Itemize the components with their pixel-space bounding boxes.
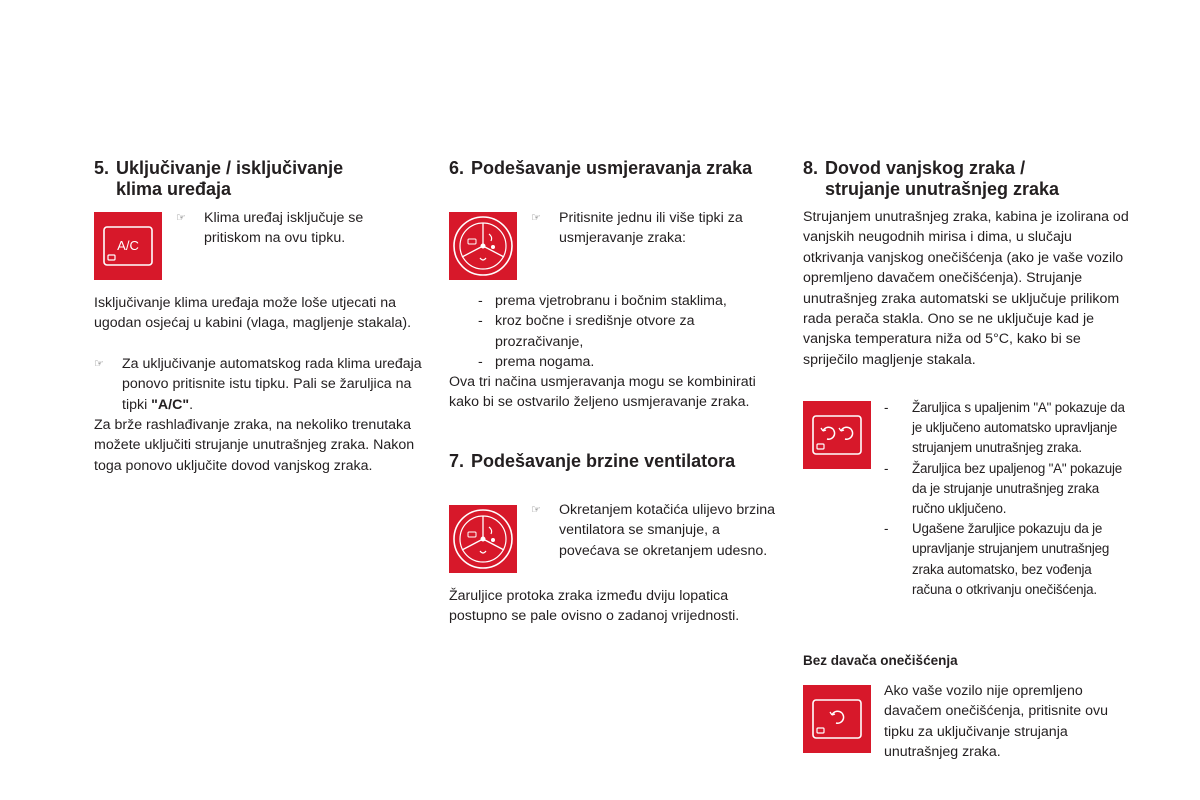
- list-item: - Žaruljica bez upaljenog "A" pokazuje da je strujanje unutrašnjeg zraka ručno uključeno.: [884, 460, 1122, 517]
- ac-icon-label: A/C: [117, 238, 139, 253]
- ac-button-icon: [94, 212, 162, 280]
- section-8-para-2: Ako vaše vozilo nije opremljeno davačem onečišćenja, pritisnite ovu tipku za uključivanje strujanja unutrašnjeg zraka.: [884, 683, 1108, 761]
- fan-speed-dial-icon: [449, 505, 517, 573]
- air-distribution-dial-icon: [449, 212, 517, 280]
- section-5-bullet-2: ☞ Za uključivanje automatskog rada klima uređaja ponovo pritisnite istu tipku. Pali se žaruljica na tipki "A/C".: [94, 356, 422, 413]
- recirculation-auto-button-icon: [803, 401, 871, 469]
- section-5-para-1: Isključivanje klima uređaja može loše utjecati na ugodan osjećaj u kabini (vlaga, magljenje stakala).: [94, 295, 412, 332]
- section-6-para: Ova tri načina usmjeravanja mogu se kombinirati kako bi se ostvarilo željeno usmjeravanje zraka.: [449, 374, 756, 411]
- list-item: - prema vjetrobranu i bočnim staklima,: [478, 293, 727, 309]
- section-5-number: 5.: [94, 158, 110, 178]
- section-8-number: 8.: [803, 158, 819, 178]
- list-item: - Žaruljica s upaljenim "A" pokazuje da je uključeno automatsko upravljanje strujanjem unutrašnjeg zraka.: [884, 400, 1125, 456]
- list-item: - Ugašene žaruljice pokazuju da je upravljanje strujanjem unutrašnjeg zraka automatsko, bez vođenja računa o otkrivanju onečišćenja.: [884, 521, 1110, 597]
- section-5-para-2: Za brže rashlađivanje zraka, na nekoliko trenutaka možete uključiti strujanje unutrašnjeg zraka. Nakon toga ponovo uključite dovod vanjskog zraka.: [94, 417, 415, 474]
- list-item: - prema nogama.: [478, 354, 595, 371]
- section-7-number: 7.: [449, 451, 465, 471]
- recirculation-button-icon: [803, 685, 871, 753]
- pointer-hand-icon: ☞: [531, 504, 541, 516]
- section-6-title: 6. Podešavanje usmjeravanja zraka: [449, 158, 753, 178]
- list-item: - kroz bočne i središnje otvore za prozračivanje,: [478, 313, 695, 350]
- section-7-para: Žaruljice protoka zraka između dviju lopatica postupno se pale ovisno o zadanoj vrijednosti.: [449, 588, 740, 625]
- pointer-hand-icon: ☞: [94, 358, 104, 370]
- section-5-instruction: ☞ Klima uređaj isključuje se pritiskom na ovu tipku.: [176, 210, 364, 247]
- pointer-hand-icon: ☞: [176, 212, 186, 224]
- section-6-number: 6.: [449, 158, 465, 178]
- section-7-title: 7. Podešavanje brzine ventilatora: [449, 451, 736, 471]
- section-8-subheading: Bez davača onečišćenja: [803, 653, 958, 668]
- section-7-instruction: ☞ Okretanjem kotačića ulijevo brzina ventilatora se smanjuje, a povećava se okretanjem udesno.: [531, 502, 776, 559]
- section-8-para: Strujanjem unutrašnjeg zraka, kabina je izolirana od vanjskih neugodnih mirisa i dima, u slučaju otkrivanja vanjskog onečišćenja (ako je vaše vozilo opremljeno davačem onečišćenja). Strujanje unutrašnjeg zraka automatski se uključuje prilikom rada perača stakla. Ono se ne uključuje kad je vanjska temperatura niža od 5°C, kako bi se spriječilo magljenje stakala.: [803, 209, 1129, 368]
- pointer-hand-icon: ☞: [531, 212, 541, 224]
- section-6-direction-list: [478, 291, 778, 373]
- section-8-indicator-list: [884, 398, 1134, 600]
- section-6-instruction: ☞ Pritisnite jednu ili više tipki za usmjeravanje zraka:: [531, 210, 743, 247]
- section-8-title: 8. Dovod vanjskog zraka / strujanje unutrašnjeg zraka: [803, 158, 1060, 199]
- section-5-title: 5. Uključivanje / isključivanje klima uređaja: [94, 158, 344, 199]
